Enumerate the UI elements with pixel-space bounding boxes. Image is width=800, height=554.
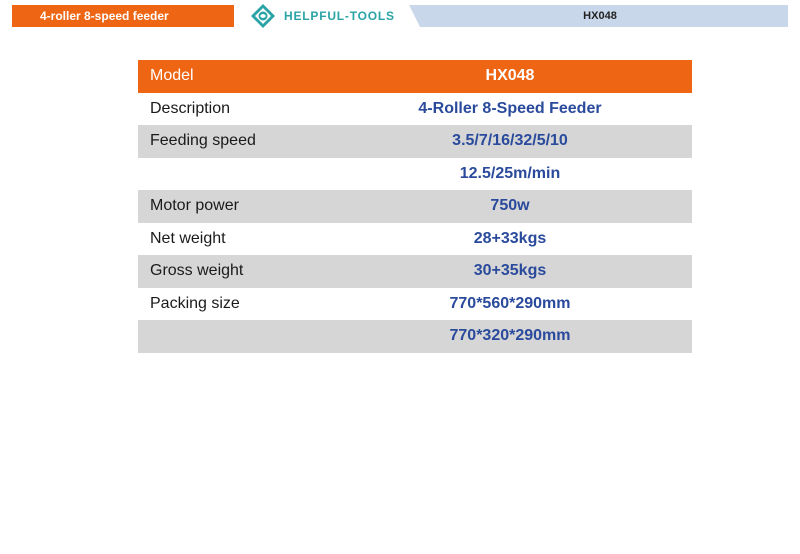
- row-value: 28+33kgs: [473, 229, 547, 247]
- table-row-model: [138, 60, 692, 93]
- product-title-tab: 4-roller 8-speed feeder: [12, 5, 234, 27]
- row-value: 750w: [490, 197, 530, 215]
- row-value: 30+35kgs: [473, 262, 547, 280]
- table-row-motor-power: [138, 190, 692, 223]
- row-label: Motor power: [150, 197, 239, 215]
- header-bar: [0, 0, 800, 32]
- row-value: 12.5/25m/min: [459, 164, 561, 182]
- row-value: HX048: [485, 67, 535, 85]
- table-row-description: [138, 93, 692, 126]
- row-label: Net weight: [150, 229, 226, 247]
- row-label: Description: [150, 99, 231, 117]
- header-model-code: HX048: [583, 10, 617, 22]
- diamond-leaf-logo-icon: [250, 3, 276, 29]
- table-row-packing-size: [138, 288, 692, 321]
- table-row-feeding-speed-cont: [138, 158, 692, 191]
- table-row-gross-weight: [138, 255, 692, 288]
- row-label: Feeding speed: [150, 132, 256, 150]
- spec-table: [138, 60, 692, 353]
- row-value: 4-Roller 8-Speed Feeder: [418, 99, 602, 117]
- row-value: 770*560*290mm: [449, 294, 571, 312]
- table-row-net-weight: [138, 223, 692, 256]
- brand-logo: [250, 3, 395, 29]
- table-row-feeding-speed: [138, 125, 692, 158]
- brand-name: HELPFUL-TOOLS: [284, 9, 395, 23]
- row-value: 770*320*290mm: [449, 327, 571, 345]
- table-row-packing-size-cont: [138, 320, 692, 353]
- row-value: 3.5/7/16/32/5/10: [452, 132, 568, 150]
- row-label: Gross weight: [150, 262, 244, 280]
- row-label: Model: [150, 67, 194, 85]
- row-label: Packing size: [150, 294, 240, 312]
